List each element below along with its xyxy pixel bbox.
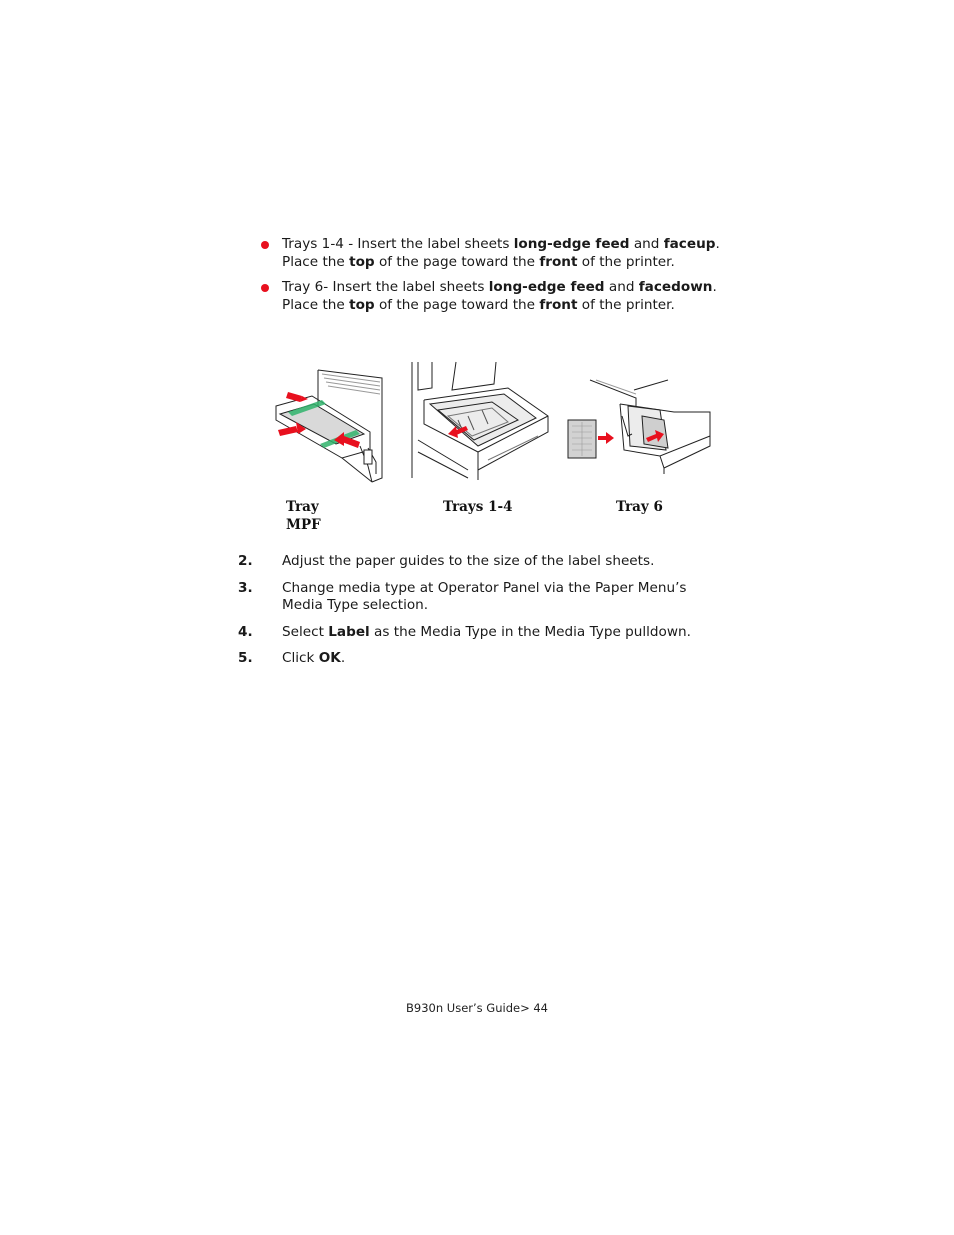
bullet-text bbox=[282, 236, 720, 270]
text-run: Adjust the paper guides to the size of the label sheets. bbox=[282, 553, 655, 569]
text-run: of the page toward the bbox=[374, 296, 540, 313]
step-item bbox=[238, 553, 728, 571]
bullet-item-trays-1-4 bbox=[260, 236, 720, 271]
bullet-list bbox=[260, 236, 720, 322]
step-text bbox=[282, 580, 687, 614]
tray-6-illustration bbox=[564, 376, 714, 476]
text-run: as the Media Type in the Media Type pulldown. bbox=[369, 623, 691, 640]
bold-term: long-edge feed bbox=[513, 236, 630, 252]
text-run: of the printer. bbox=[577, 296, 675, 313]
bold-term: front bbox=[539, 296, 578, 313]
step-text bbox=[282, 650, 345, 666]
text-run: Tray 6- Insert the label sheets bbox=[282, 279, 489, 295]
text-run: . Place the bbox=[282, 236, 720, 270]
step-text bbox=[282, 624, 691, 640]
tray-mpf-caption-line2: MPF bbox=[286, 517, 321, 533]
bold-term: facedown bbox=[638, 279, 713, 295]
trays-1-4-caption: Trays 1-4 bbox=[443, 499, 513, 515]
bold-term: top bbox=[349, 296, 375, 313]
bold-term: faceup bbox=[663, 236, 716, 252]
tray-mpf-caption-line1: Tray bbox=[286, 499, 319, 515]
numbered-steps bbox=[238, 553, 728, 677]
text-run: . bbox=[340, 650, 346, 666]
step-item bbox=[238, 624, 728, 642]
text-run: Change media type at Operator Panel via the Paper Menu’s Media Type selection. bbox=[282, 579, 687, 613]
step-number: 5. bbox=[238, 650, 253, 666]
step-number: 3. bbox=[238, 579, 253, 596]
step-item bbox=[238, 580, 728, 615]
bullet-item-tray-6 bbox=[260, 279, 720, 314]
bold-term: long-edge feed bbox=[488, 279, 605, 295]
text-run: and bbox=[604, 279, 639, 295]
text-run: . Place the bbox=[282, 279, 717, 313]
bullet-dot-icon bbox=[261, 284, 269, 292]
bold-term: Label bbox=[328, 623, 370, 640]
bold-term: top bbox=[349, 253, 375, 270]
bullet-dot-icon bbox=[261, 241, 269, 249]
text-run: of the printer. bbox=[577, 253, 675, 270]
tray-mpf-illustration bbox=[272, 366, 384, 484]
tray-figures bbox=[268, 360, 718, 540]
text-run: of the page toward the bbox=[374, 253, 540, 270]
step-text bbox=[282, 553, 654, 569]
bold-term: OK bbox=[318, 650, 341, 666]
text-run: Click bbox=[282, 650, 319, 666]
step-item bbox=[238, 650, 728, 668]
tray-6-caption: Tray 6 bbox=[616, 499, 663, 515]
text-run: Select bbox=[282, 623, 329, 640]
page-footer: B930n User’s Guide> 44 bbox=[406, 1001, 548, 1015]
text-run: Trays 1-4 - Insert the label sheets bbox=[282, 236, 514, 252]
tray-mpf-caption bbox=[286, 498, 321, 534]
step-number: 4. bbox=[238, 623, 253, 640]
bold-term: front bbox=[539, 253, 578, 270]
text-run: and bbox=[629, 236, 664, 252]
bullet-text bbox=[282, 279, 717, 313]
step-number: 2. bbox=[238, 553, 253, 569]
trays-1-4-illustration bbox=[408, 360, 550, 482]
